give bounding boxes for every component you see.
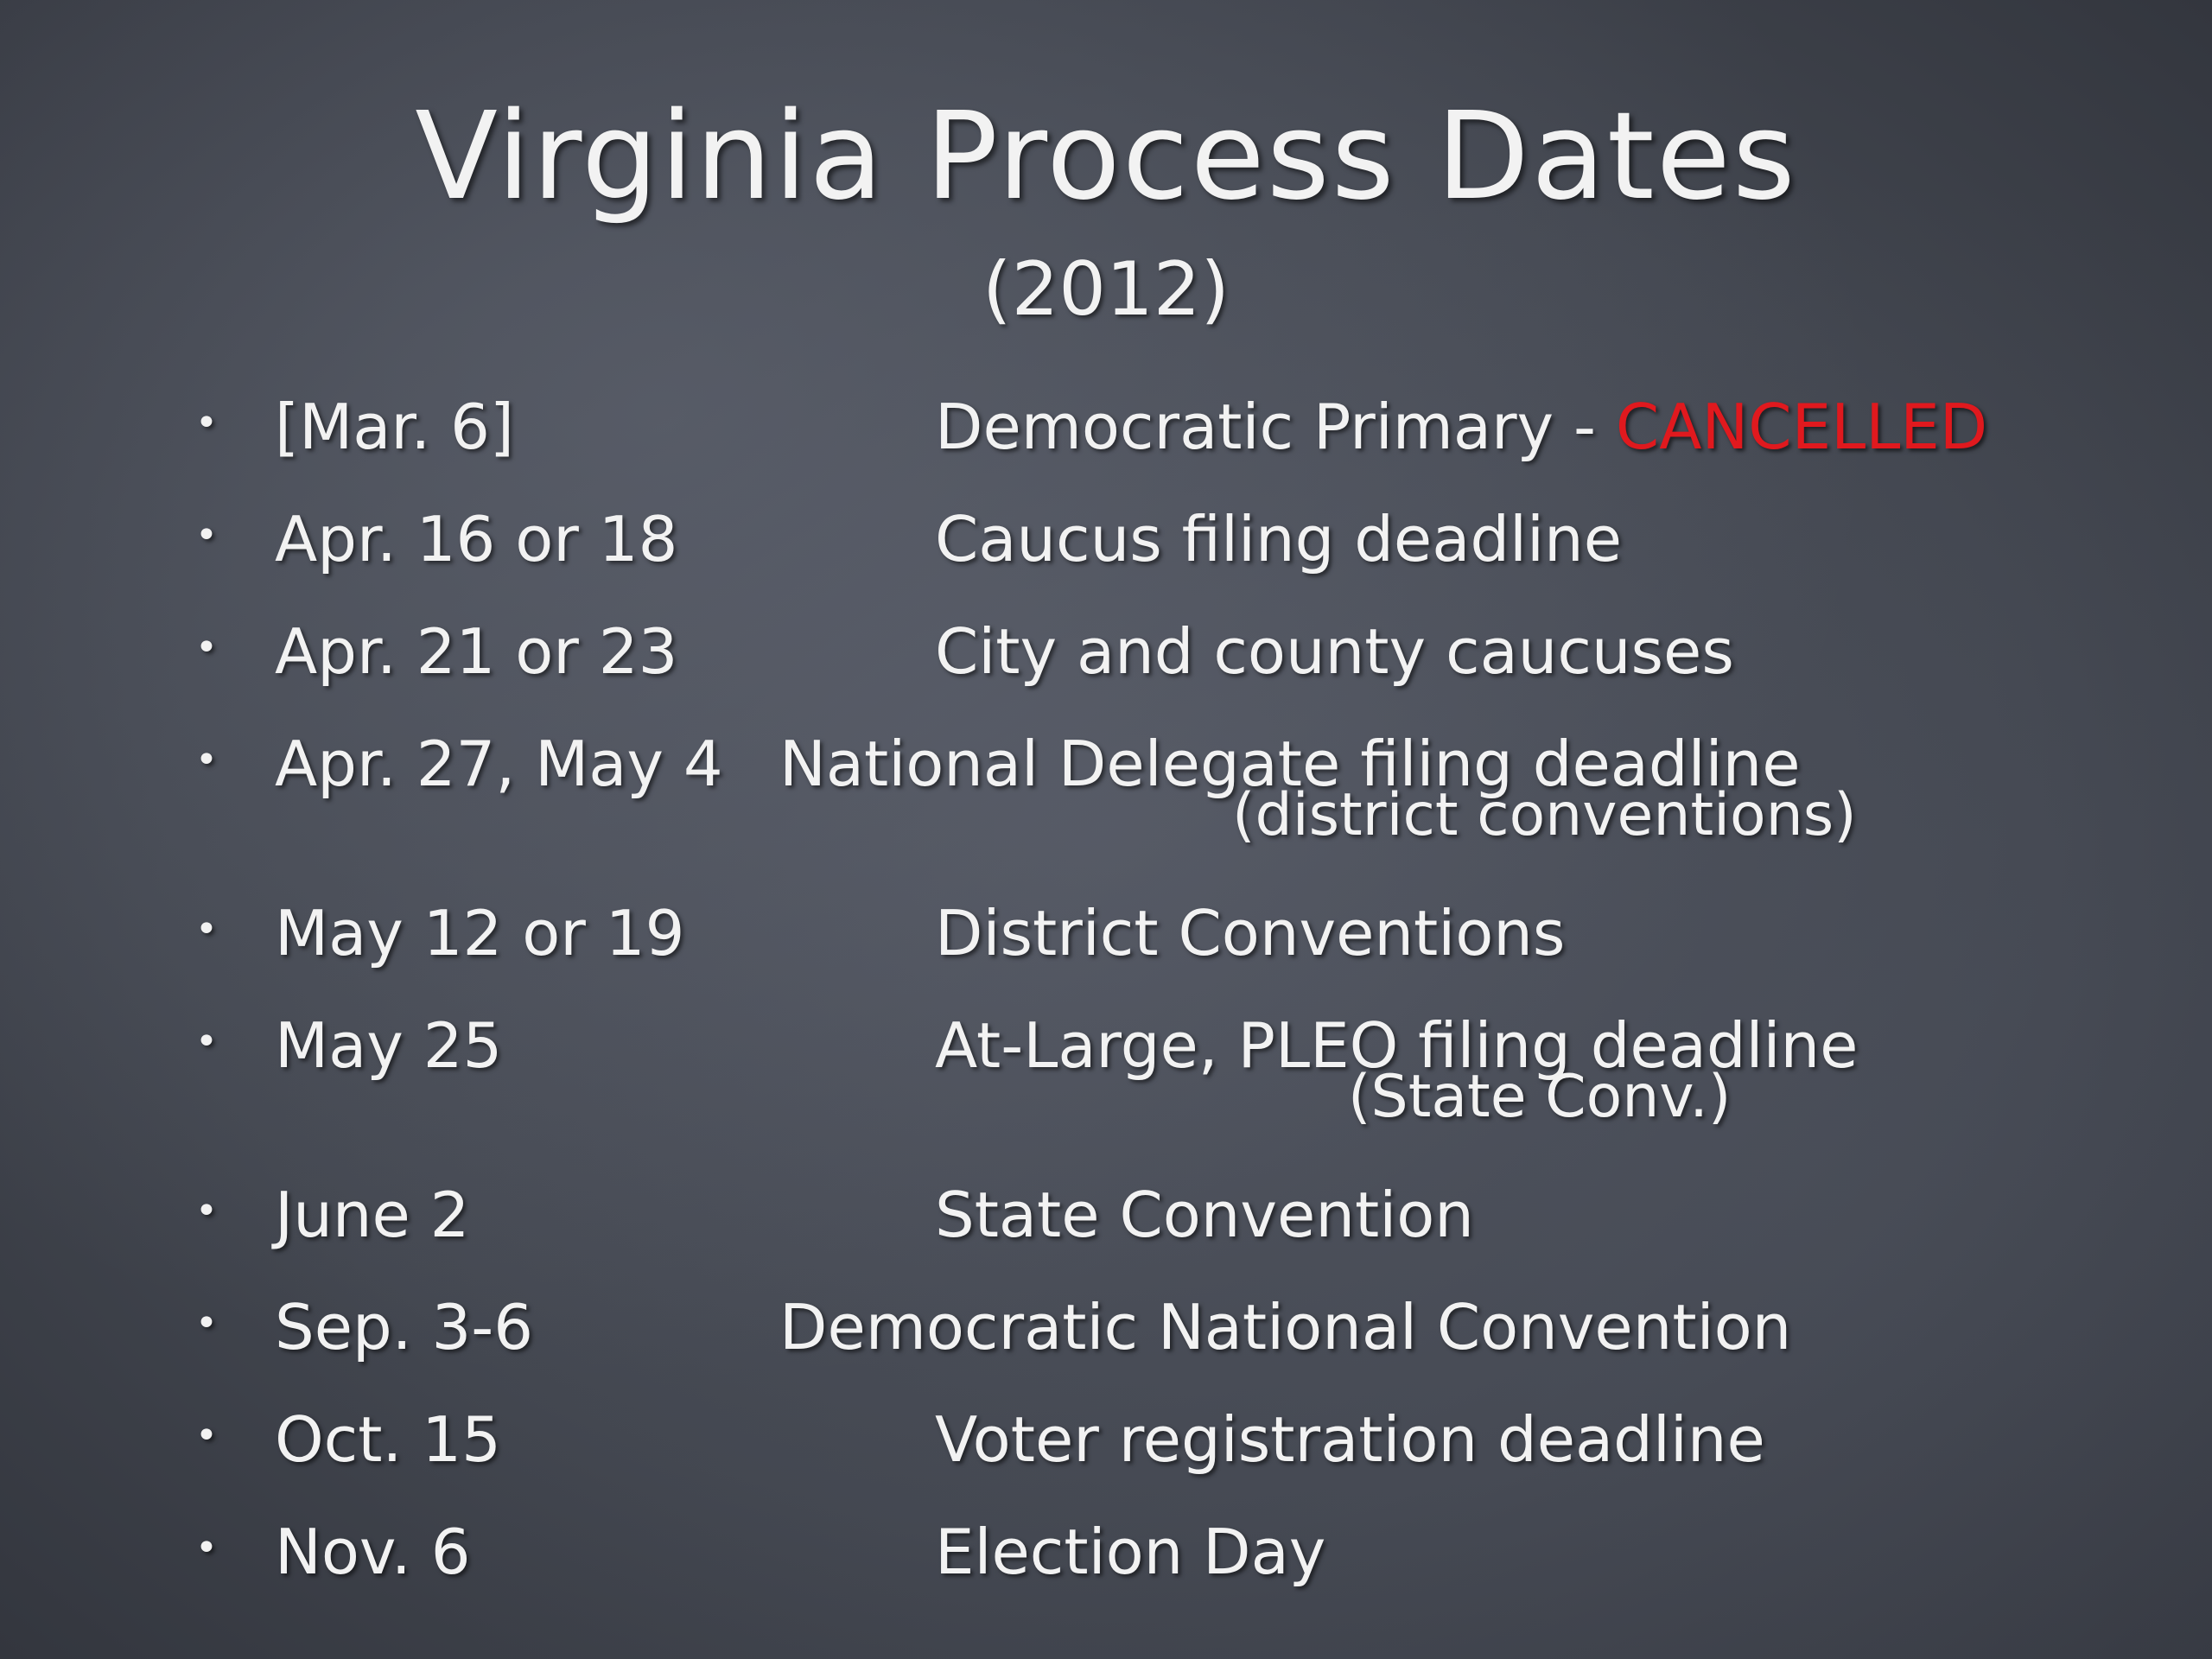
list-item — [0, 1179, 2212, 1296]
list-item — [0, 615, 2212, 733]
bullet-icon: • — [195, 1301, 218, 1345]
slide-subtitle: (2012) — [982, 246, 1230, 333]
item-date: May 12 or 19 — [275, 897, 685, 969]
slide-title: Virginia Process Dates — [415, 86, 1797, 227]
item-event-text: Democratic Primary - — [935, 391, 1616, 463]
item-event: Election Day — [935, 1516, 1326, 1588]
item-date: [Mar. 6] — [275, 391, 514, 463]
item-event: Voter registration deadline — [935, 1403, 1765, 1476]
item-date: Apr. 27, May 4 — [275, 728, 723, 800]
bullet-icon: • — [195, 626, 218, 670]
list-item — [0, 1403, 2212, 1521]
item-date: June 2 — [275, 1179, 470, 1251]
item-date: Apr. 21 or 23 — [275, 615, 678, 688]
bullet-icon: • — [195, 738, 218, 782]
list-item — [0, 503, 2212, 620]
bullet-icon: • — [195, 1020, 218, 1064]
item-date: Apr. 16 or 18 — [275, 503, 678, 575]
bullet-icon: • — [195, 1414, 218, 1458]
list-item — [0, 1516, 2212, 1633]
bullet-icon: • — [195, 513, 218, 557]
item-event: Caucus filing deadline — [935, 503, 1622, 575]
item-date: May 25 — [275, 1009, 503, 1082]
item-event: City and county caucuses — [935, 615, 1734, 688]
item-event: National Delegate filing deadline — [779, 728, 1801, 800]
item-event — [935, 391, 1988, 463]
list-item — [0, 728, 2212, 871]
bullet-icon: • — [195, 1189, 218, 1233]
bullet-icon: • — [195, 401, 218, 445]
item-date: Sep. 3-6 — [275, 1291, 534, 1363]
bullet-icon: • — [195, 1526, 218, 1570]
item-note: (State Conv.) — [1348, 1063, 1732, 1131]
bullet-icon: • — [195, 907, 218, 951]
item-date: Oct. 15 — [275, 1403, 501, 1476]
item-date: Nov. 6 — [275, 1516, 471, 1588]
item-event: District Conventions — [935, 897, 1566, 969]
item-event: Democratic National Convention — [779, 1291, 1792, 1363]
list-item — [0, 1009, 2212, 1153]
item-note: (district conventions) — [1232, 781, 1857, 849]
item-event: State Convention — [935, 1179, 1474, 1251]
list-item — [0, 897, 2212, 1014]
list-item — [0, 391, 2212, 508]
item-event: At-Large, PLEO filing deadline — [935, 1009, 1859, 1082]
list-item — [0, 1291, 2212, 1408]
cancelled-label: CANCELLED — [1615, 391, 1988, 463]
